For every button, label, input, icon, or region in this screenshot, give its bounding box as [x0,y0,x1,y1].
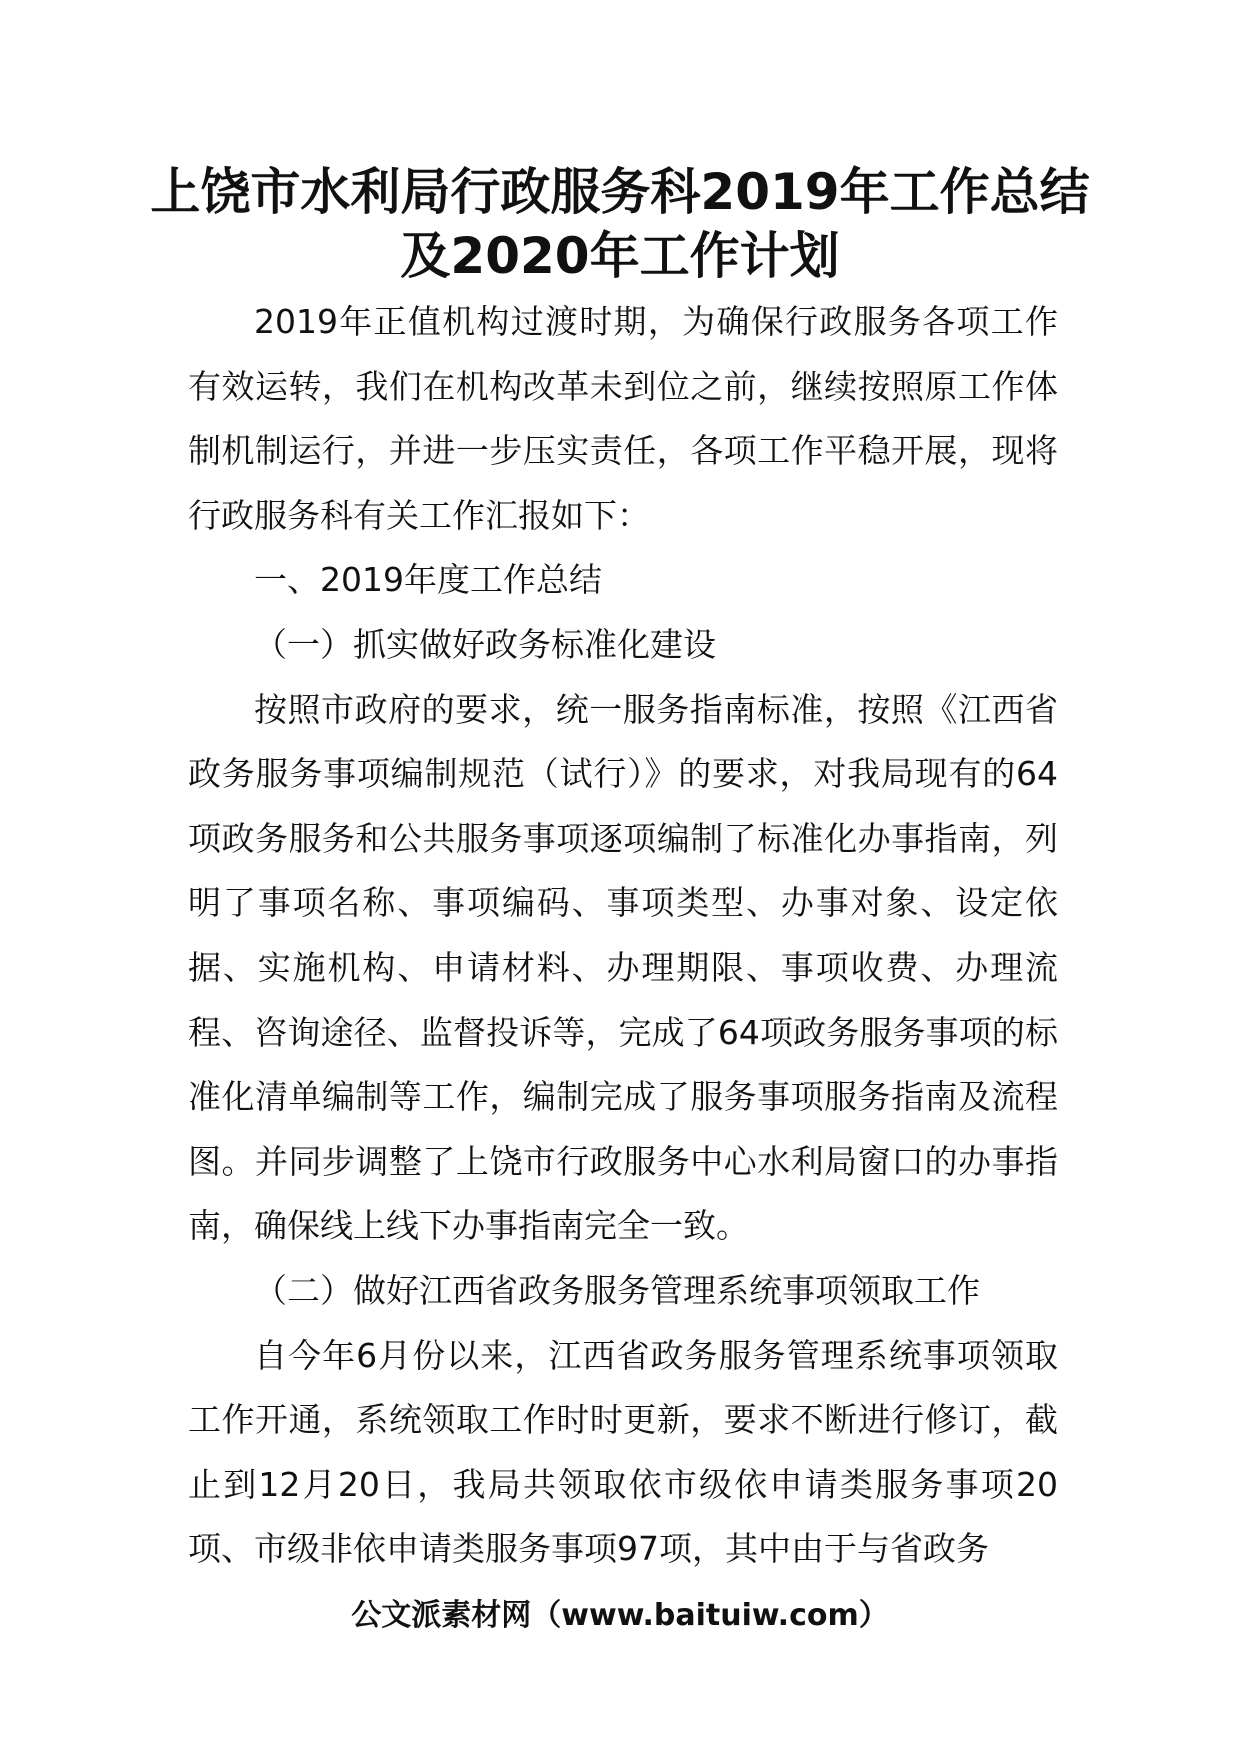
document-title-line-1: 上饶市水利局行政服务科2019年工作总结 [150,163,1090,221]
paragraph-standardization: 按照市政府的要求，统一服务指南标准，按照《江西省政务服务事项编制规范（试行）》的要求，对我局现有的64项政务服务和公共服务事项逐项编制了标准化办事指南，列明了事项名称、事项编码、事项类型、办事对象、设定依据、实施机构、申请材料、办理期限、事项收费、办理流程、咨询途径、监督投诉等，完成了64项政务服务事项的标准化清单编制等工作，编制完成了服务事项服务指南及流程图。并同步调整了上饶市行政服务中心水利局窗口的办事指南，确保线上线下办事指南完全一致。 [188,689,1058,1246]
paragraph-system-items: 自今年6月份以来，江西省政务服务管理系统事项领取工作开通，系统领取工作时时更新，要求不断进行修订，截止到12月20日，我局共领取依市级依申请类服务事项20项、市级非依申请类服务事项97项，其中由于与省政务 [188,1335,1058,1569]
document-body [188,290,1058,1582]
subsection-heading-2: （二）做好江西省政务服务管理系统事项领取工作 [254,1270,980,1310]
document-title-line-2: 及2020年工作计划 [400,227,840,285]
footer-watermark: 公文派素材网（www.baituiw.com） [351,1598,889,1633]
subsection-heading-1: （一）抓实做好政务标准化建设 [254,624,716,664]
section-heading-summary: 一、2019年度工作总结 [254,560,602,600]
paragraph-intro: 2019年正值机构过渡时期，为确保行政服务各项工作有效运转，我们在机构改革未到位之前，继续按照原工作体制机制运行，并进一步压实责任，各项工作平稳开展，现将行政服务科有关工作汇报如下： [188,302,1058,535]
